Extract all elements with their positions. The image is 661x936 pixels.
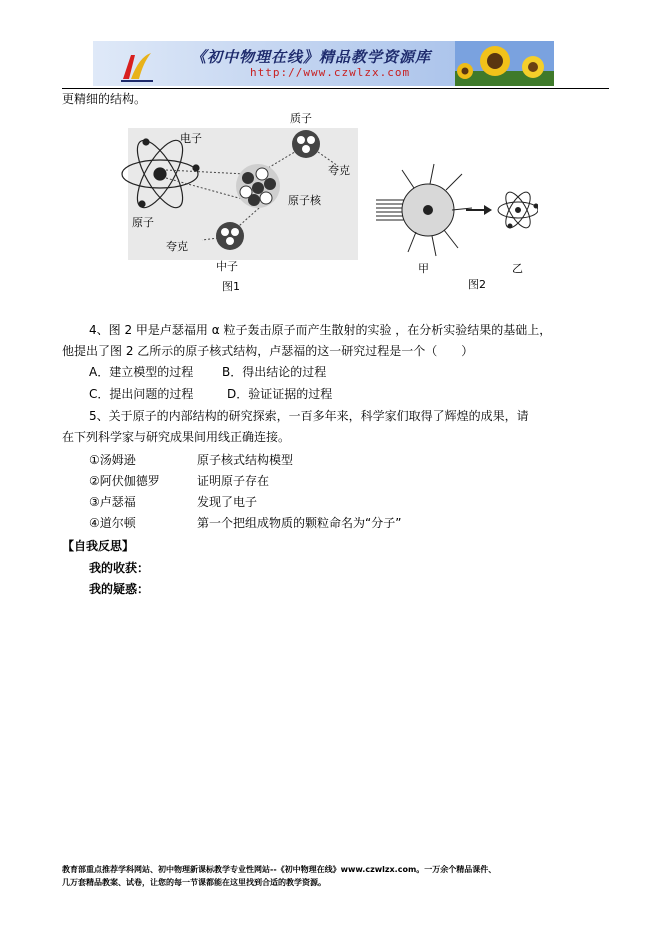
label-quark-bottom: 夸克 xyxy=(166,240,188,253)
reflection-gain: 我的收获： xyxy=(89,561,150,575)
q4-line2: 他提出了图 2 乙所示的原子核式结构，卢瑟福的这一研究过程是一个（ ） xyxy=(62,344,474,358)
result-3: 发现了电子 xyxy=(197,495,258,509)
header-rule xyxy=(62,88,609,89)
label-proton: 质子 xyxy=(290,112,312,125)
label-quark-top: 夸克 xyxy=(328,164,350,177)
q4-option-d: D．验证证据的过程 xyxy=(227,387,333,401)
q4-option-c: C．提出问题的过程 xyxy=(89,387,194,401)
scientist-1: ①汤姆逊 xyxy=(89,453,136,467)
q4-option-b: B．得出结论的过程 xyxy=(222,365,327,379)
banner-url: http://www.czwlzx.com xyxy=(250,66,411,79)
result-4: 第一个把组成物质的颗粒命名为“分子” xyxy=(197,516,402,530)
scientist-4: ④道尔顿 xyxy=(89,516,136,530)
result-1: 原子核式结构模型 xyxy=(197,453,294,467)
sunflower-icon xyxy=(455,41,554,86)
scattering-diagram xyxy=(376,164,538,256)
q4-line1: 4、图 2 甲是卢瑟福用 α 粒子轰击原子而产生散射的实验 ，在分析实验结果的基础上， xyxy=(89,323,552,337)
q5-line2: 在下列科学家与研究成果间用线正确连接。 xyxy=(62,430,291,444)
label-neutron: 中子 xyxy=(216,260,238,273)
label-fig2-a: 甲 xyxy=(418,262,429,275)
q5-line1: 5、关于原子的内部结构的研究探索，一百多年来，科学家们取得了辉煌的成果，请 xyxy=(89,409,529,423)
label-fig2-b: 乙 xyxy=(512,262,523,275)
footer-line1: 教育部重点推荐学科网站、初中物理新课标教学专业性网站--《初中物理在线》www.czwlzx.com。一万余个精品课件、 xyxy=(62,865,497,874)
caption-fig2: 图2 xyxy=(468,278,486,291)
result-2: 证明原子存在 xyxy=(197,474,270,488)
label-nucleus: 原子核 xyxy=(288,194,321,207)
reflection-doubt: 我的疑惑： xyxy=(89,582,150,596)
banner-title: 《初中物理在线》精品教学资源库 xyxy=(191,48,432,66)
reflection-heading: 【自我反思】 xyxy=(62,539,135,553)
atom-structure-figure xyxy=(118,104,538,300)
nucleus-icon xyxy=(236,164,280,208)
label-electron: 电子 xyxy=(180,132,202,145)
intro-text: 更精细的结构。 xyxy=(62,92,147,106)
scientist-3: ③卢瑟福 xyxy=(89,495,136,509)
atom-diagram xyxy=(122,128,358,260)
label-atom: 原子 xyxy=(132,216,154,229)
scientist-2: ②阿伏伽德罗 xyxy=(89,474,160,488)
footer-line2: 几万套精品教案、试卷，让您的每一节课都能在这里找到合适的教学资源。 xyxy=(62,878,326,887)
caption-fig1: 图1 xyxy=(222,280,240,293)
q4-option-a: A．建立模型的过程 xyxy=(89,365,194,379)
header-banner xyxy=(93,41,554,86)
site-logo-icon xyxy=(119,49,155,83)
